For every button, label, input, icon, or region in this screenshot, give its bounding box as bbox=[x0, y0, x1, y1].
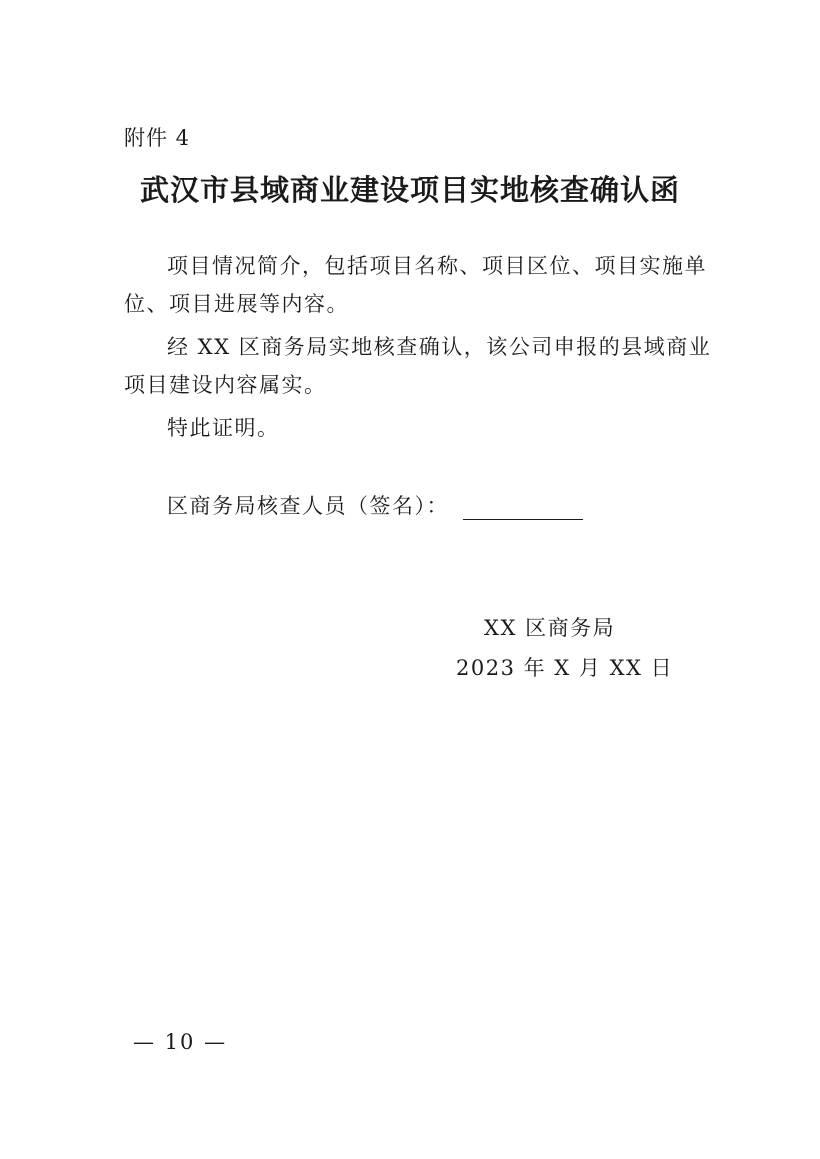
paragraph-text: 经 XX 区商务局实地核查确认，该公司申报的县域商业项目建设内容属实。 bbox=[124, 335, 712, 397]
body-paragraph-certification bbox=[124, 409, 732, 447]
page-number: — 10 — bbox=[133, 1030, 228, 1054]
body-paragraph-confirmation bbox=[124, 328, 732, 404]
paragraph-text: 项目情况简介，包括项目名称、项目区位、项目实施单位、项目进展等内容。 bbox=[124, 254, 707, 316]
issuing-authority: XX 区商务局 bbox=[484, 616, 616, 640]
signature-label: 区商务局核查人员（签名）： bbox=[167, 494, 449, 518]
paragraph-text: 特此证明。 bbox=[167, 416, 280, 440]
issue-date: 2023 年 X 月 XX 日 bbox=[456, 656, 674, 680]
signature-blank-line[interactable] bbox=[463, 493, 583, 520]
body-paragraph-intro bbox=[124, 247, 732, 323]
signature-row bbox=[167, 490, 583, 520]
attachment-label: 附件 4 bbox=[124, 126, 191, 150]
document-title: 武汉市县域商业建设项目实地核查确认函 bbox=[139, 173, 680, 207]
